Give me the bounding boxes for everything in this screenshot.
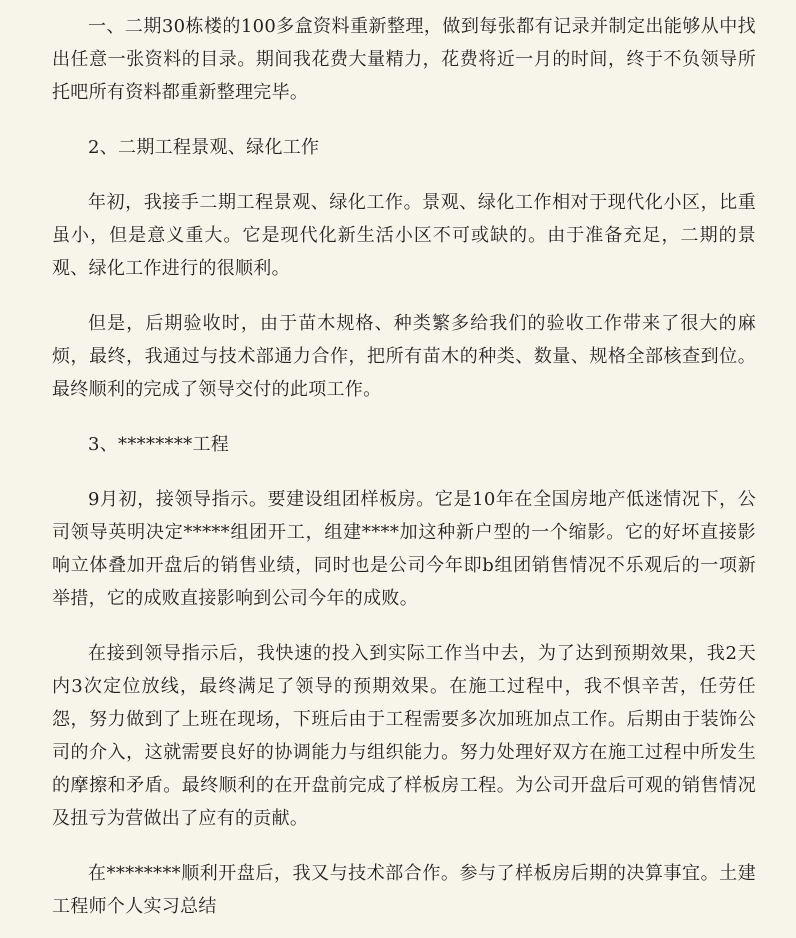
section-heading-landscape: 2、二期工程景观、绿化工作	[88, 137, 320, 158]
paragraph-project-settlement: 在********顺利开盘后，我又与技术部合作。参与了样板房后期的决算事宜。土建工程师个人实习总结	[52, 863, 756, 917]
paragraph-project-execution: 在接到领导指示后，我快速的投入到实际工作当中去，为了达到预期效果，我2天内3次定位放线，最终满足了领导的预期效果。在施工过程中，我不惧辛苦，任劳任怨，努力做到了上班在现场，下班后由于工程需要多次加班加点工作。后期由于装饰公司的介入，这就需要良好的协调能力与组织能力。努力处理好双方在施工过程中所发生的摩擦和矛盾。最终顺利的在开盘前完成了样板房工程。为公司开盘后可观的销售情况及扭亏为营做出了应有的贡献。	[52, 643, 756, 829]
paragraph-landscape-intro: 年初，我接手二期工程景观、绿化工作。景观、绿化工作相对于现代化小区，比重虽小，但是意义重大。它是现代化新生活小区不可或缺的。由于准备充足，二期的景观、绿化工作进行的很顺利。	[52, 192, 756, 279]
section-heading-project: 3、********工程	[88, 434, 230, 455]
paragraph-landscape-acceptance: 但是，后期验收时，由于苗木规格、种类繁多给我们的验收工作带来了很大的麻烦，最终，我通过与技术部通力合作，把所有苗木的种类、数量、规格全部核查到位。最终顺利的完成了领导交付的此项工作。	[52, 313, 756, 400]
paragraph-project-background: 9月初，接领导指示。要建设组团样板房。它是10年在全国房地产低迷情况下，公司领导英明决定*****组团开工，组建****加这种新户型的一个缩影。它的好坏直接影响立体叠加开盘后的销售业绩，同时也是公司今年即b组团销售情况不乐观后的一项新举措，它的成败直接影响到公司今年的成败。	[52, 489, 756, 609]
paragraph-archive: 一、二期30栋楼的100多盒资料重新整理，做到每张都有记录并制定出能够从中找出任意一张资料的目录。期间我花费大量精力，花费将近一月的时间，终于不负领导所托吧所有资料都重新整理完毕。	[52, 16, 756, 103]
